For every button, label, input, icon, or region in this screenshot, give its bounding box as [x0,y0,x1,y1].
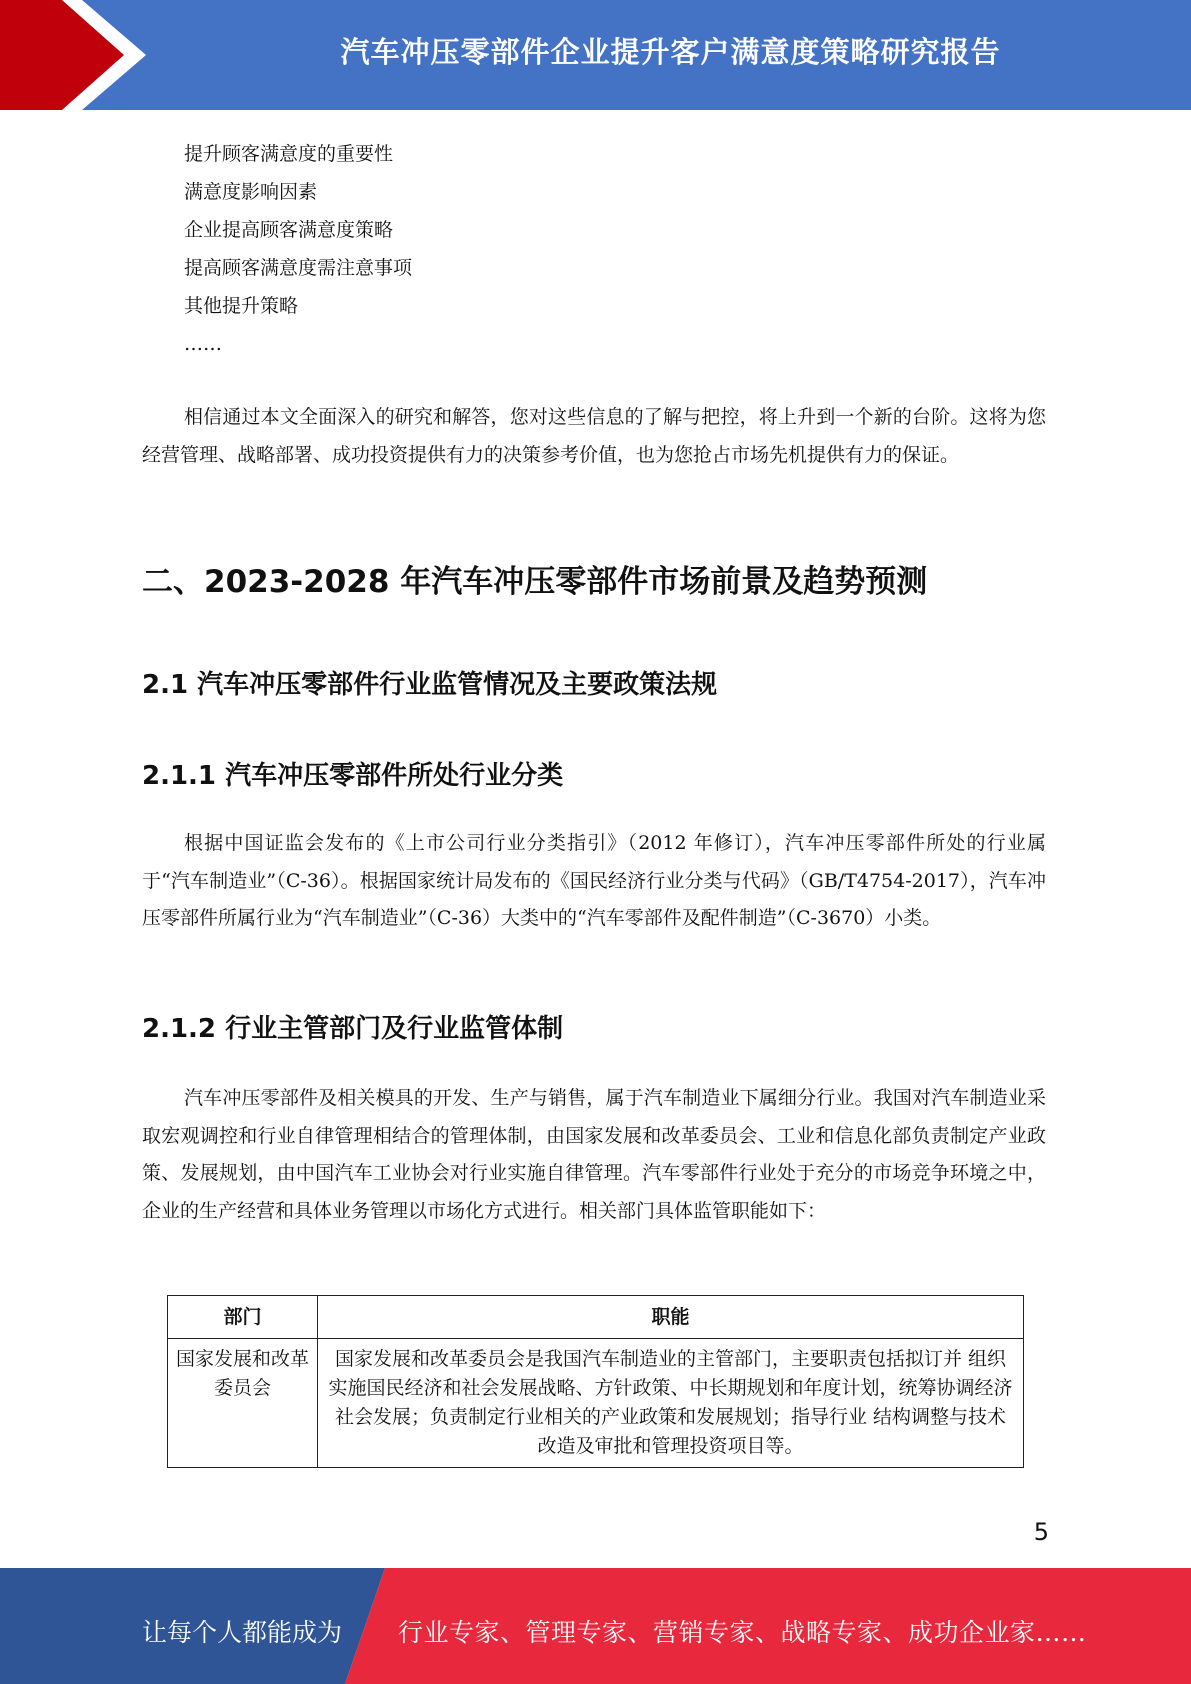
topic-list [184,135,412,363]
list-item: 提高顾客满意度需注意事项 [184,257,413,279]
page-number: 5 [1033,1518,1049,1546]
header-arrow-decoration [0,0,160,110]
page-header [0,0,1191,110]
page-footer [0,1568,1191,1684]
subsection-heading-2-1-1: 2.1.1 汽车冲压零部件所处行业分类 [142,761,564,791]
section-heading: 二、2023-2028 年汽车冲压零部件市场前景及趋势预测 [142,564,928,600]
regulation-paragraph: 汽车冲压零部件及相关模具的开发、生产与销售，属于汽车制造业下属细分行业。我国对汽车制造业采取宏观调控和行业自律管理相结合的管理体制，由国家发展和改革委员会、工业和信息化部负责制定产业政策、发展规划，由中国汽车工业协会对行业实施自律管理。汽车零部件行业处于充分的市场竞争环境之中，企业的生产经营和具体业务管理以市场化方式进行。相关部门具体监管职能如下： [142,1087,1046,1222]
report-title: 汽车冲压零部件企业提升客户满意度策略研究报告 [340,35,1001,69]
subsection-heading-2-1-2: 2.1.2 行业主管部门及行业监管体制 [142,1014,564,1044]
footer-slogan-right: 行业专家、管理专家、营销专家、战略专家、成功企业家…… [398,1618,1087,1647]
function-cell: 国家发展和改革委员会是我国汽车制造业的主管部门，主要职责包括拟订并 组织实施国民经济和社会发展战略、方针政策、中长期规划和年度计划，统筹协调经济社会发展；负责制定行业相关的产业政策和发展规划；指导行业 结构调整与技术改造及审批和管理投资项目等。 [318,1339,1024,1468]
subsection-heading-2-1: 2.1 汽车冲压零部件行业监管情况及主要政策法规 [142,670,718,700]
department-cell: 国家发展和改革委员会 [168,1339,318,1468]
intro-paragraph: 相信通过本文全面深入的研究和解答，您对这些信息的了解与把控，将上升到一个新的台阶。这将为您经营管理、战略部署、成功投资提供有力的决策参考价值，也为您抢占市场先机提供有力的保证。 [142,406,1046,466]
list-item: 提升顾客满意度的重要性 [184,143,394,165]
classification-paragraph: 根据中国证监会发布的《上市公司行业分类指引》（2012 年修订），汽车冲压零部件所处的行业属于“汽车制造业”（C-36）。根据国家统计局发布的《国民经济行业分类与代码》（GB/T4754-2017），汽车冲压零部件所属行业为“汽车制造业”（C-36）大类中的“汽车零部件及配件制造”（C-3670）小类。 [142,832,1046,929]
list-item: 其他提升策略 [184,295,299,317]
list-item: 企业提高顾客满意度策略 [184,219,394,241]
department-duty-table [167,1295,1024,1468]
footer-slogan-left: 让每个人都能成为 [142,1618,343,1647]
list-item: …… [184,333,222,355]
table-row [168,1339,1024,1468]
column-header-function: 职能 [318,1296,1024,1339]
list-item: 满意度影响因素 [184,181,318,203]
column-header-department: 部门 [168,1296,318,1339]
table-header-row [168,1296,1024,1339]
